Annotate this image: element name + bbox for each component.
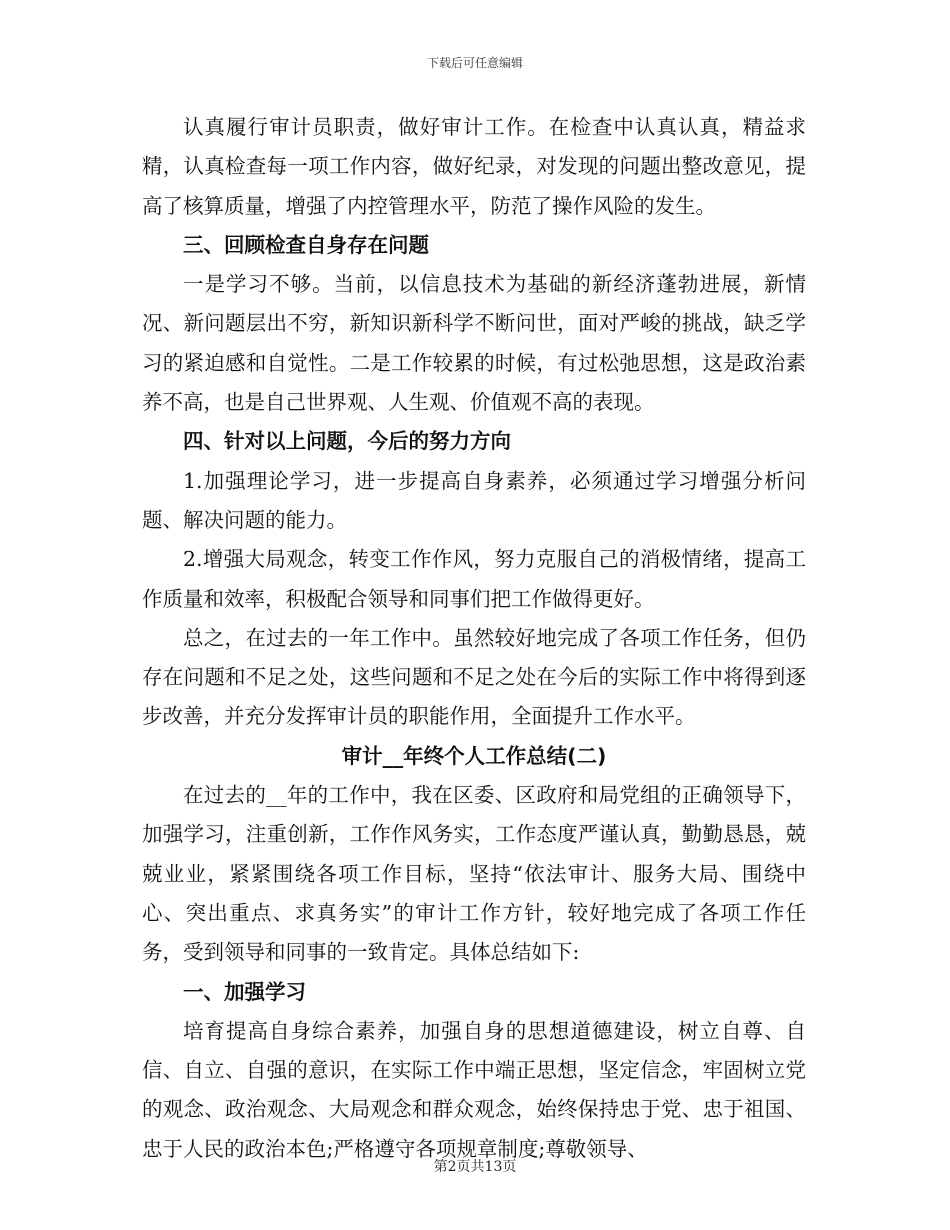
page-number: 第2页共13页 xyxy=(433,1159,517,1175)
header-note: 下载后可任意编辑 xyxy=(426,56,523,70)
document-body xyxy=(142,108,806,1169)
section-heading: 三、回顾检查自身存在问题 xyxy=(183,232,429,257)
paragraph: 总之，在过去的一年工作中。虽然较好地完成了各项工作任务，但仍存在问题和不足之处，这些问题和不足之处在今后的实际工作中将得到逐步改善，并充分发挥审计员的职能作用，全面提升工作水平。 xyxy=(142,625,806,729)
paragraph: 在过去的__年的工作中，我在区委、区政府和局党组的正确领导下，加强学习，注重创新，工作作风务实，工作态度严谨认真，勤勤恳恳，兢兢业业，紧紧围绕各项工作目标，坚持“依法审计、服务大局、围绕中心、突出重点、求真务实”的审计工作方针，较好地完成了各项工作任务，受到领导和同事的一致肯定。具体总结如下: xyxy=(142,783,806,965)
section-heading: 一、加强学习 xyxy=(183,979,306,1004)
document-title: 审计__年终个人工作总结(二) xyxy=(341,743,607,768)
paragraph: 认真履行审计员职责，做好审计工作。在检查中认真认真，精益求精，认真检查每一项工作内容，做好纪录，对发现的问题出整改意见，提高了核算质量，增强了内控管理水平，防范了操作风险的发生。 xyxy=(142,115,806,218)
paragraph: 1.加强理论学习，进一步提高自身素养，必须通过学习增强分析问题、解决问题的能力。 xyxy=(142,468,806,532)
paragraph: 培育提高自身综合素养，加强自身的思想道德建设，树立自尊、自信、自立、自强的意识，在实际工作中端正思想，坚定信念，牢固树立党的观念、政治观念、大局观念和群众观念，始终保持忠于党、忠于祖国、忠于人民的政治本色;严格遵守各项规章制度;尊敬领导、 xyxy=(142,1018,806,1161)
section-heading: 四、针对以上问题，今后的努力方向 xyxy=(183,429,511,454)
paragraph: 2.增强大局观念，转变工作作风，努力克服自己的消极情绪，提高工作质量和效率，积极配合领导和同事们把工作做得更好。 xyxy=(142,547,806,611)
paragraph: 一是学习不够。当前，以信息技术为基础的新经济蓬勃进展，新情况、新问题层出不穷，新知识新科学不断问世，面对严峻的挑战，缺乏学习的紧迫感和自觉性。二是工作较累的时候，有过松弛思想，这是政治素养不高，也是自己世界观、人生观、价值观不高的表现。 xyxy=(142,272,806,415)
